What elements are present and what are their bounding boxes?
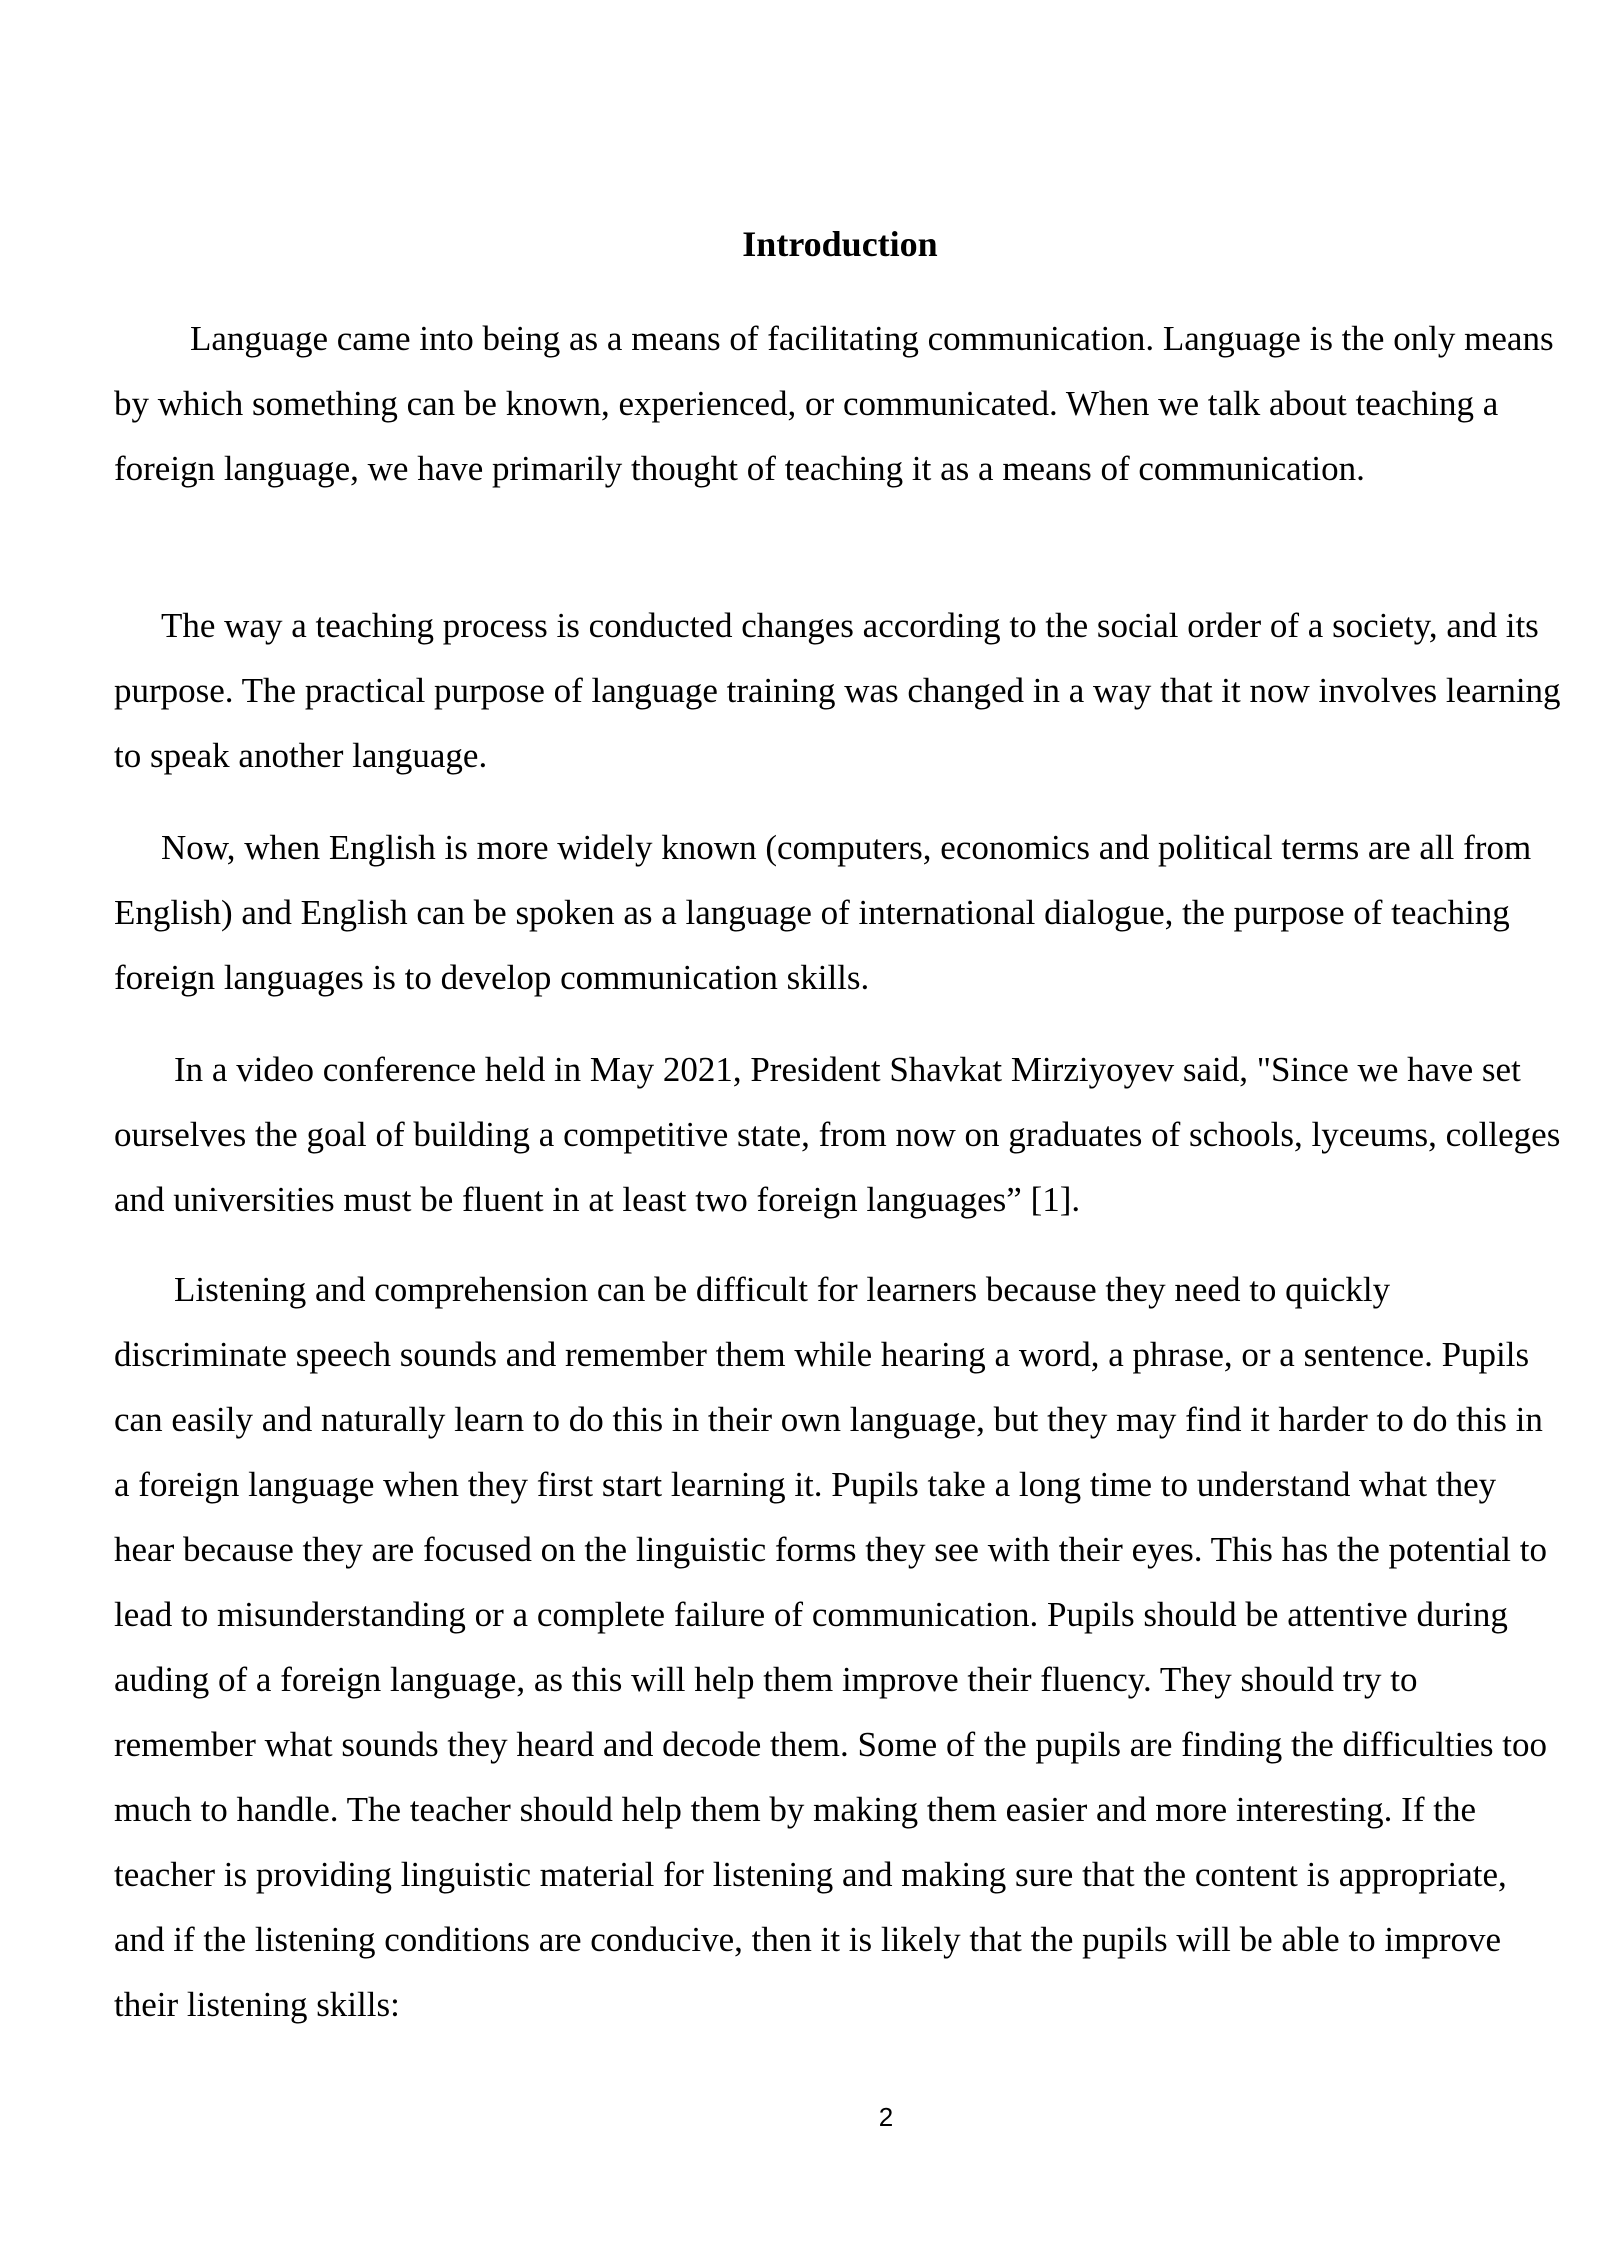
paragraph-3: Now, when English is more widely known (computers, economics and political terms are all from English) and English can be spoken as a language of international dialogue, the purpose of teaching foreign languages is to develop communication skills.	[114, 828, 1532, 997]
paragraph-2: The way a teaching process is conducted changes according to the social order of a society, and its purpose. The practical purpose of language training was changed in a way that it now involves learning to speak another language.	[114, 606, 1561, 775]
paragraph-4: In a video conference held in May 2021, President Shavkat Mirziyoyev said, "Since we have set ourselves the goal of building a competitive state, from now on graduates of schools, lyceums, colleges and universities must be fluent in at least two foreign languages” [1].	[114, 1050, 1561, 1219]
section-title: Introduction	[742, 224, 938, 264]
page-number: 2	[878, 2102, 894, 2132]
paragraph-5: Listening and comprehension can be difficult for learners because they need to quickly discriminate speech sounds and remember them while hearing a word, a phrase, or a sentence. Pupils can easily and naturally learn to do this in their own language, but they may find it harder to do this in a foreign language when they first start learning it. Pupils take a long time to understand what they hear because they are focused on the linguistic forms they see with their eyes. This has the potential to lead to misunderstanding or a complete failure of communication. Pupils should be attentive during auding of a foreign language, as this will help them improve their fluency. They should try to remember what sounds they heard and decode them. Some of the pupils are finding the difficulties too much to handle. The teacher should help them by making them easier and more interesting. If the teacher is providing linguistic material for listening and making sure that the content is appropriate, and if the listening conditions are conducive, then it is likely that the pupils will be able to improve their listening skills:	[114, 1270, 1548, 2024]
paragraph-1: Language came into being as a means of facilitating communication. Language is the only means by which something can be known, experienced, or communicated. When we talk about teaching a foreign language, we have primarily thought of teaching it as a means of communication.	[114, 319, 1554, 488]
